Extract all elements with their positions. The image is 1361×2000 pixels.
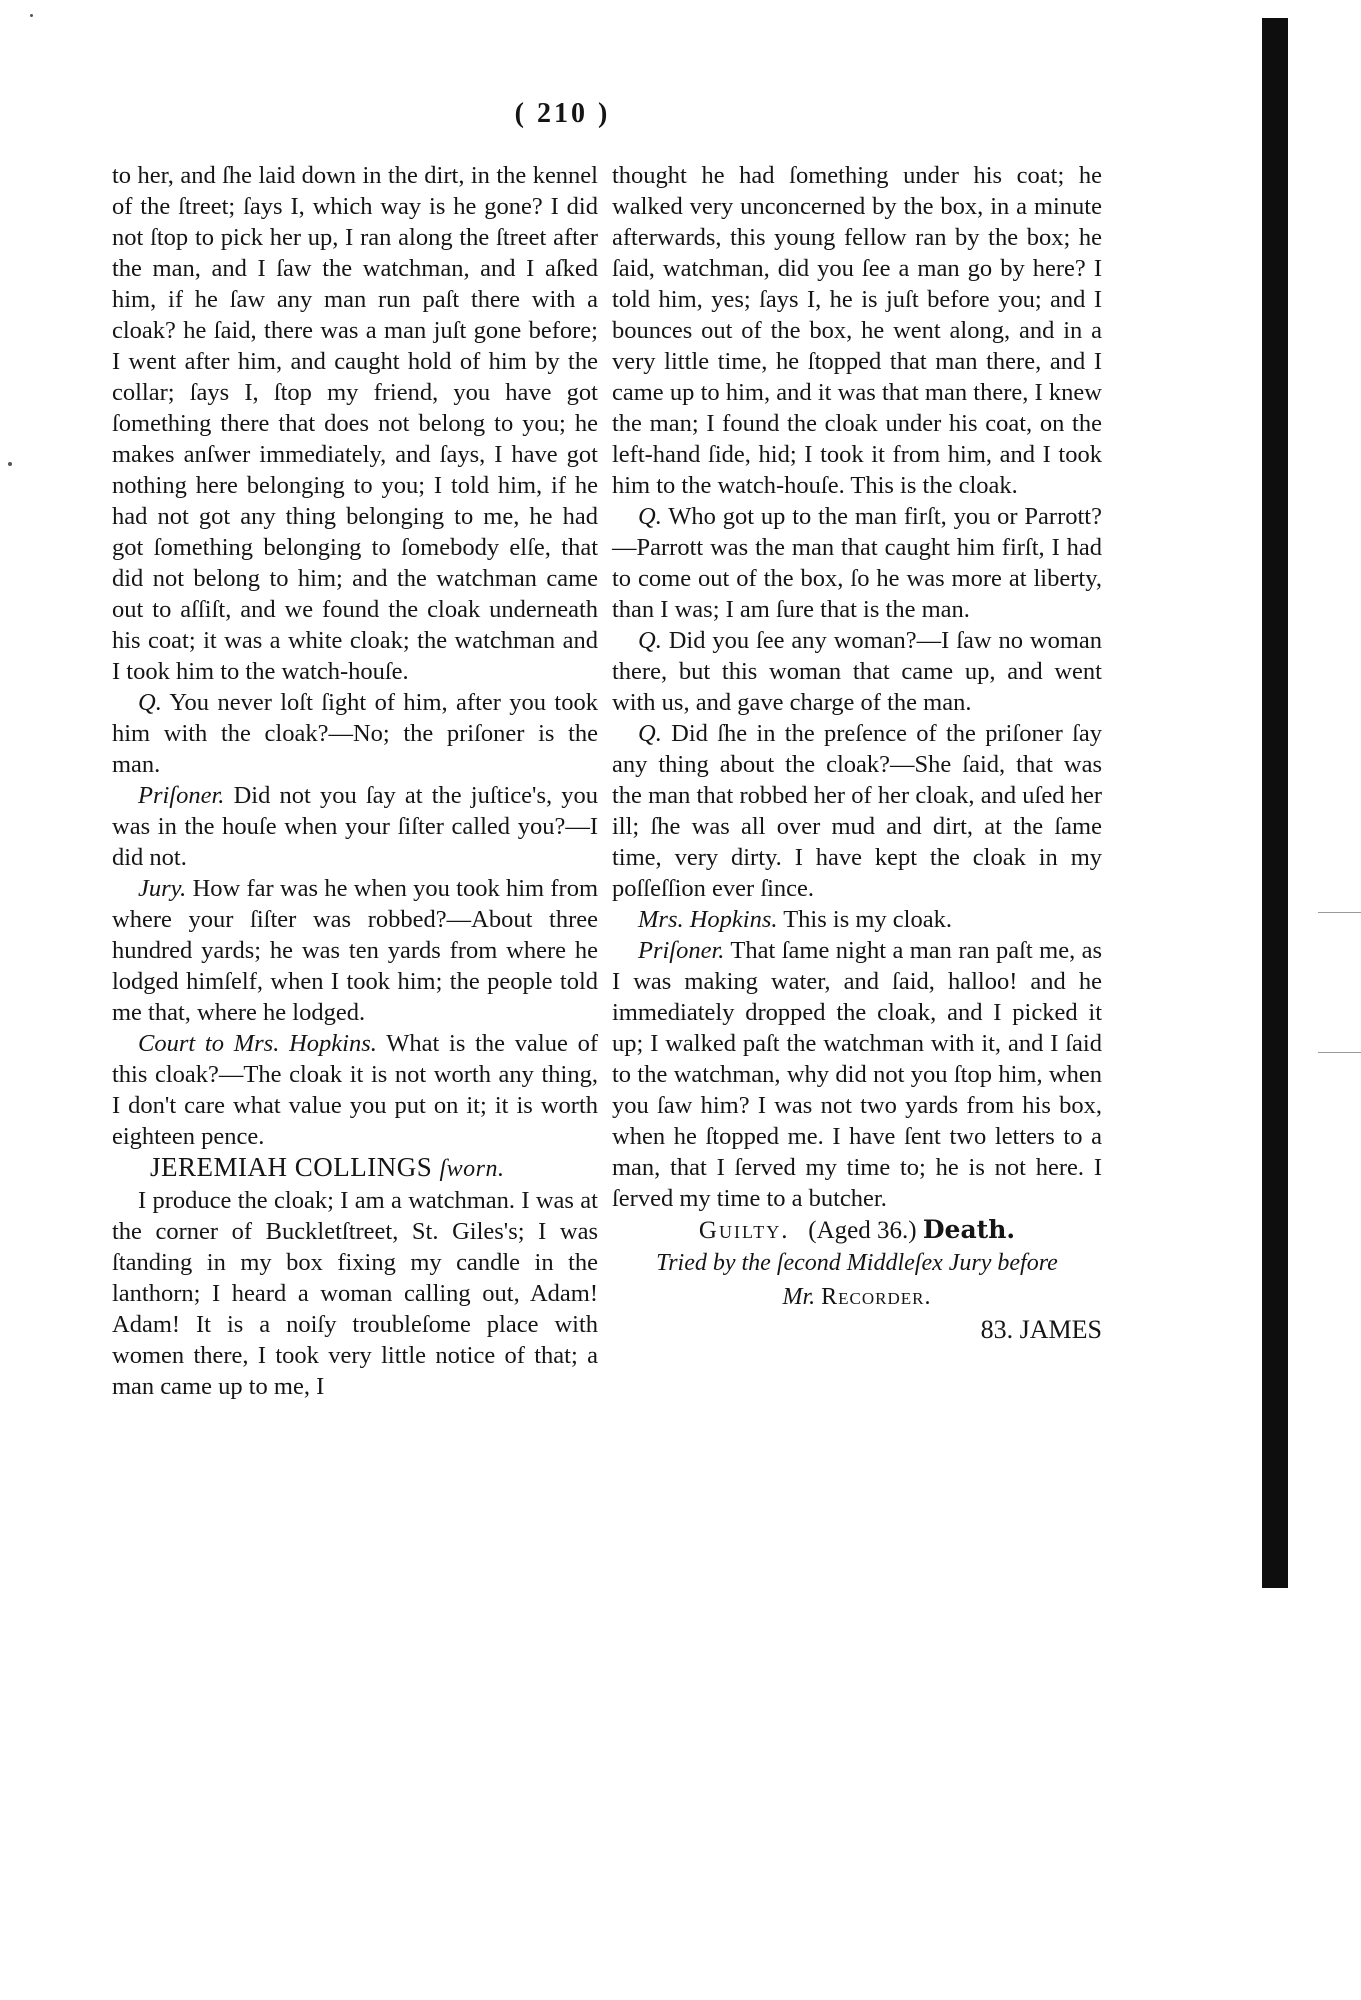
- witness-heading: [112, 1152, 598, 1185]
- paragraph-text: Did not you ſay at the juſtice's, you was in the houſe when your ſiſter called you?—I did not.: [112, 782, 599, 871]
- verdict-line: [612, 1214, 1102, 1246]
- paragraph: [612, 935, 1102, 1214]
- paragraph: [112, 1028, 598, 1152]
- tried-by-title: Mr.: [782, 1284, 816, 1310]
- page-number: ( 210 ): [514, 98, 611, 129]
- page-edge-shadow: [1262, 18, 1288, 1588]
- paragraph: [112, 873, 598, 1028]
- page-speck: [30, 14, 33, 17]
- speaker-label: Q.: [138, 689, 162, 716]
- paragraph: [112, 780, 598, 873]
- verdict-age: (Aged 36.): [808, 1217, 917, 1244]
- margin-mark: [1318, 912, 1361, 913]
- paragraph-text: Did ſhe in the preſence of the priſoner ſay any thing about the cloak?—She ſaid, that was the man that robbed her of her cloak, and uſed her ill; ſhe was all over mud and dirt, at the ſame time, very dirty. I have kept the cloak in my poſſeſſion ever ſince.: [612, 720, 1103, 902]
- catchword: 83. JAMES: [980, 1315, 1102, 1344]
- paragraph-text: You never loſt ſight of him, after you took him with the cloak?—No; the priſoner is the man.: [112, 689, 598, 778]
- paragraph-text: How far was he when you took him from where your ſiſter was robbed?—About three hundred yards; he was ten yards from where he lodged himſelf, when I took him; the people told me that, where he lodged.: [112, 875, 598, 1026]
- speaker-label: Jury.: [138, 875, 187, 902]
- paragraph-text: This is my cloak.: [783, 906, 952, 933]
- paragraph: thought he had ſomething under his coat; he walked very unconcerned by the box, in a minute afterwards, this young fellow ran by the box; he ſaid, watchman, did you ſee a man go by here? I told him, yes; ſays I, he is juſt before you; and I bounces out of the box, he went along, and in a very little time, he ſtopped that man there, and I came up to him, and it was that man there, I knew the man; I found the cloak under his coat, on the left-hand ſide, hid; I took it from him, and I took him to the watch-houſe. This is the cloak.: [612, 162, 1102, 499]
- margin-mark: [1318, 1052, 1361, 1053]
- paragraph-text: That ſame night a man ran paſt me, as I was making water, and ſaid, halloo! and he immediately dropped the cloak, and I picked it up; I walked paſt the watchman with it, and I ſaid to the watchman, why did not you ſtop him, when you ſaw him? I was not two yards from his box, when he ſtopped me. I have ſent two letters to a man, that I ſerved my time to; he is not here. I ſerved my time to a butcher.: [612, 937, 1103, 1212]
- speaker-label: Priſoner.: [638, 937, 725, 964]
- verdict-sentence: Death.: [922, 1215, 1016, 1244]
- paragraph: [612, 501, 1102, 625]
- tried-by-recorder: Recorder.: [821, 1284, 932, 1310]
- paragraph: [612, 904, 1102, 935]
- page-speck: [8, 462, 12, 466]
- paragraph: [612, 718, 1102, 904]
- speaker-label: Q.: [638, 720, 662, 747]
- paragraph-text: What is the value of this cloak?—The cloak it is not worth any thing, I don't care what value you put on it; it is worth eighteen pence.: [112, 1030, 598, 1150]
- witness-name: JEREMIAH COLLINGS: [150, 1152, 433, 1182]
- speaker-label: Q.: [638, 627, 662, 654]
- paragraph-text: Did you ſee any woman?—I ſaw no woman there, but this woman that came up, and went with us, and gave charge of the man.: [612, 627, 1102, 716]
- speaker-label: Court to Mrs. Hopkins.: [138, 1030, 377, 1057]
- paragraph-text: Who got up to the man firſt, you or Parrott?—Parrott was the man that caught him firſt, I had to come out of the box, ſo he was more at liberty, than I was; I am ſure that is the man.: [612, 503, 1102, 623]
- right-column: [612, 160, 1102, 1345]
- verdict-guilty: Guilty.: [698, 1217, 790, 1244]
- tried-by-line: [612, 1246, 1102, 1314]
- speaker-label: Mrs. Hopkins.: [638, 906, 778, 933]
- paragraph: I produce the cloak; I am a watchman. I was at the corner of Buckletſtreet, St. Giles's; I was ſtanding in my box fixing my candle in the lanthorn; I heard a woman calling out, Adam! Adam! It is a noiſy troubleſome place with women there, I took very little notice of that; a man came up to me, I: [112, 1187, 598, 1400]
- paragraph: [612, 625, 1102, 718]
- paragraph: to her, and ſhe laid down in the dirt, in the kennel of the ſtreet; ſays I, which way is he gone? I did not ſtop to pick her up, I ran along the ſtreet after the man, and I ſaw the watchman, and I aſked him, if he ſaw any man run paſt there with a cloak? he ſaid, there was a man juſt gone before; I went after him, and caught hold of him by the collar; ſays I, ſtop my friend, you have got ſomething there that does not belong to you; he makes anſwer immediately, and ſays, I have got nothing here belonging to you; I told him, if he had not got any thing belonging to me, he had got ſomething belonging to ſomebody elſe, that did not belong to him; and the watchman came out to aſſiſt, and we found the cloak underneath his coat; it was a white cloak; the watchman and I took him to the watch-houſe.: [112, 162, 598, 685]
- speaker-label: Priſoner.: [138, 782, 225, 809]
- paragraph: [112, 687, 598, 780]
- tried-by-text: Tried by the ſecond Middleſex Jury before: [656, 1250, 1058, 1276]
- speaker-label: Q.: [638, 503, 662, 530]
- witness-sworn: ſworn.: [439, 1156, 505, 1182]
- left-column: [112, 160, 598, 1402]
